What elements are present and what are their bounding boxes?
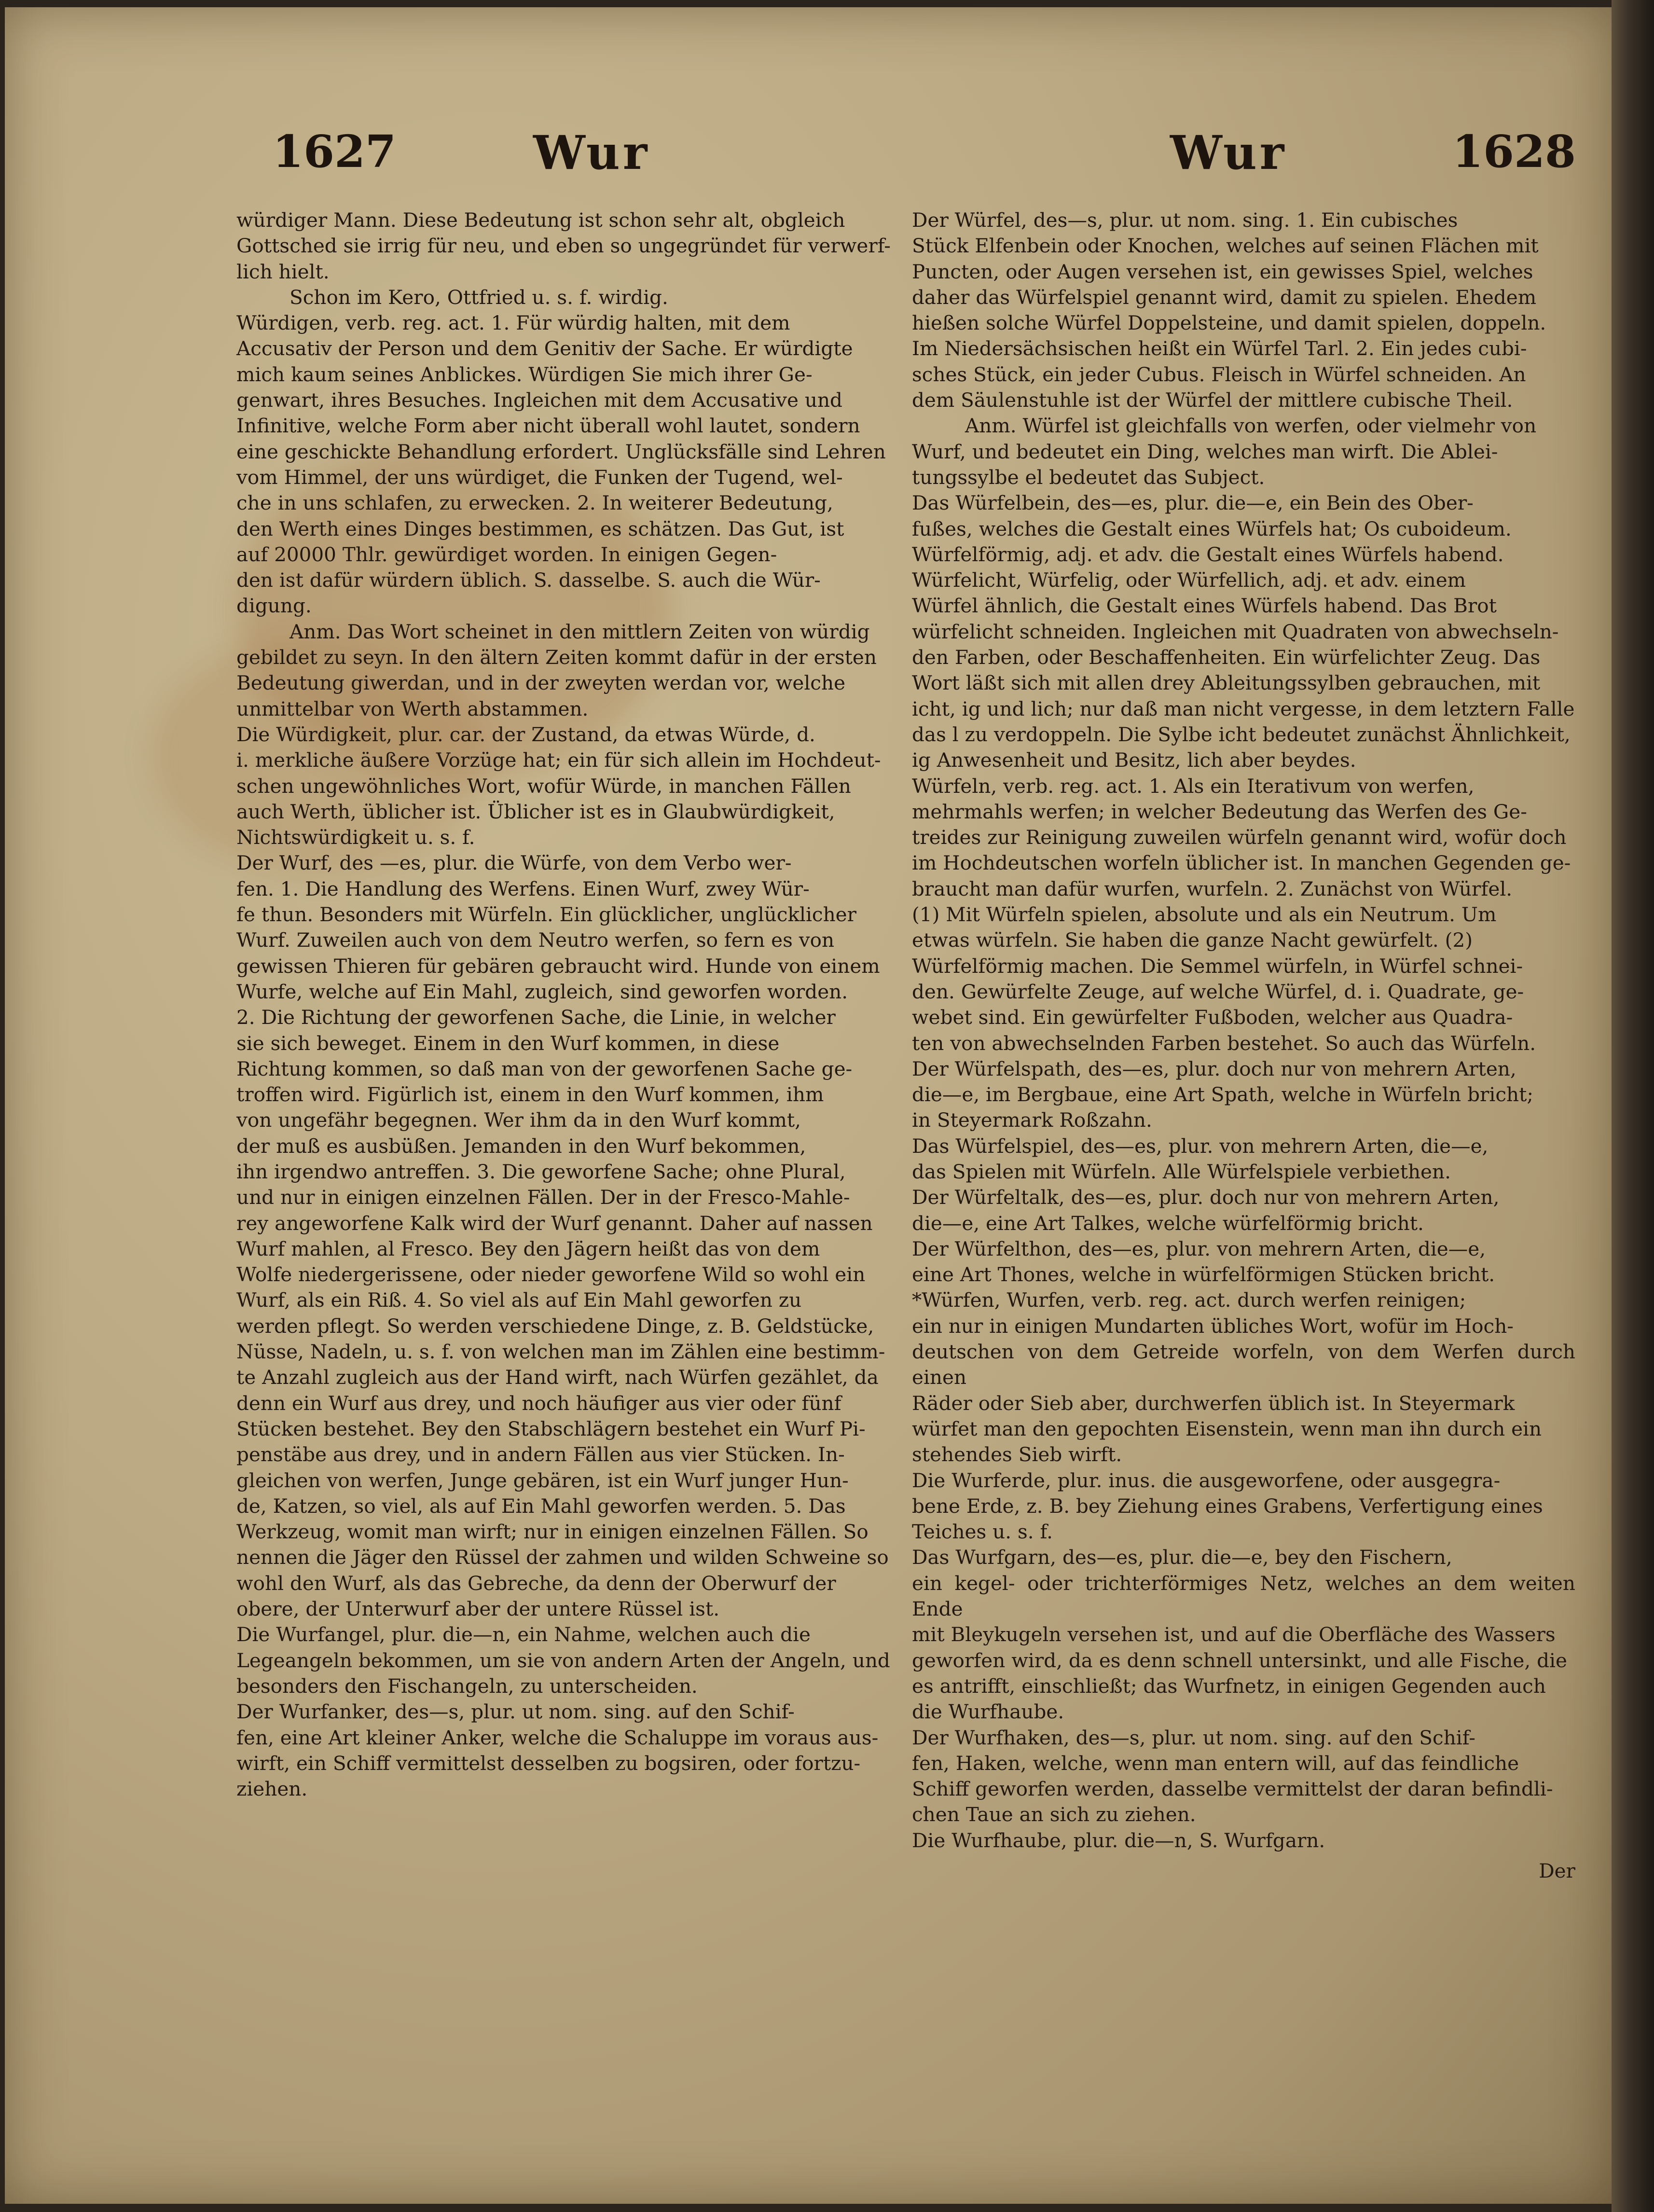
page-number-left: 1627 (273, 125, 397, 178)
entry-paragraph: Anm. Würfel ist gleichfalls von werfen, oder vielmehr von Wurf, und bedeutet ein Ding, welches man wirft. Die Ablei- tungssylbe el bedeutet das Subject. (912, 414, 1537, 489)
entry-paragraph: Der Würfelthon, des—es, plur. von mehrern Arten, die—e, eine Art Thones, welche in würfelförmigen Stücken bricht. (912, 1237, 1495, 1286)
entry-paragraph: Die Wurfangel, plur. die—n, ein Nahme, welchen auch die Legeangeln bekommen, um sie von andern Arten der Angeln, und besonders den Fischangeln, zu unterscheiden. (236, 1623, 890, 1698)
entry-paragraph: Der Wurf, des —es, plur. die Würfe, von dem Verbo wer- fen. 1. Die Handlung des Werfens. Einen Wurf, zwey Wür- fe thun. Besonders mit Würfeln. Ein glücklicher, unglücklicher Wurf. Zuweilen auch von dem Neutro werfen, so fern es von gewissen Thieren für gebären gebraucht wird. Hunde von einem Wurfe, welche auf Ein Mahl, zugleich, sind geworfen worden. 2. Die Richtung der geworfenen Sache, die Linie, in welcher sie sich beweget. Einem in den Wurf kommen, in diese Richtung kommen, so daß man von der geworfenen Sache ge- troffen wird. Figürlich ist, einem in den Wurf kommen, ihm von ungefähr begegnen. Wer ihm da in den Wurf kommt, der muß es ausbüßen. Jemanden in den Wurf bekommen, ihn irgendwo antreffen. 3. Die geworfene Sache; ohne Plural, und nur in einigen einzelnen Fällen. Der in der Fresco-Mahle- rey angeworfene Kalk wird der Wurf genannt. Daher auf nassen Wurf mahlen, al Fresco. Bey den Jägern heißt das von dem Wolfe niedergerissene, oder nieder geworfene Wild so wohl ein Wurf, als ein Riß. 4. So viel als auf Ein Mahl geworfen zu werden pflegt. So werden verschiedene Dinge, z. B. Geldstücke, Nüsse, Nadeln, u. s. f. von welchen man im Zählen eine bestimm- te Anzahl zugleich aus der Hand wirft, nach Würfen gezählet, da denn ein Wurf aus drey, und noch häufiger aus vier oder fünf Stücken bestehet. Bey den Stabschlägern bestehet ein Wurf Pi- penstäbe aus drey, und in andern Fällen aus vier Stücken. In- gleichen von werfen, Junge gebären, ist ein Wurf junger Hun- de, Katzen, so viel, als auf Ein Mahl geworfen werden. 5. Das Werkzeug, womit man wirft; nur in einigen einzelnen Fällen. So nennen die Jäger den Rüssel der zahmen und wilden Schweine so wohl den Wurf, als das Gebreche, da denn der Oberwurf der obere, der Unterwurf aber der untere Rüssel ist. (236, 851, 889, 1621)
entry-paragraph: Der Wurfhaken, des—s, plur. ut nom. sing. auf den Schif- fen, Haken, welche, wenn man entern will, auf das feindliche Schiff geworfen werden, dasselbe vermittelst der daran befindli- chen Taue an sich zu ziehen. (912, 1726, 1553, 1826)
entry-paragraph: Das Würfelbein, des—es, plur. die—e, ein Bein des Ober- fußes, welches die Gestalt eines Würfels hat; Os cuboideum. (912, 491, 1512, 540)
entry-paragraph: Würfeln, verb. reg. act. 1. Als ein Iterativum von werfen, mehrmahls werfen; in welcher Bedeutung das Werfen des Ge- treides zur Reinigung zuweilen würfeln genannt wird, wofür doch im Hochdeutschen worfeln üblicher ist. In manchen Gegenden ge- braucht man dafür wurfen, wurfeln. 2. Zunächst von Würfel. (1) Mit Würfeln spielen, absolute und als ein Neutrum. Um etwas würfeln. Sie haben die ganze Nacht gewürfelt. (2) Würfelförmig machen. Die Semmel würfeln, in Würfel schnei- den. Gewürfelte Zeuge, auf welche Würfel, d. i. Quadrate, ge- webet sind. Ein gewürfelter Fußboden, welcher aus Quadra- ten von abwechselnden Farben bestehet. So auch das Würfeln. (912, 774, 1571, 1055)
entry-paragraph: würdiger Mann. Diese Bedeutung ist schon sehr alt, obgleich Gottsched sie irrig für neu, und eben so ungegründet für verwerf- lich hielt. (236, 208, 891, 283)
entry-paragraph: Würfelicht, Würfelig, oder Würfellich, adj. et adv. einem Würfel ähnlich, die Gestalt eines Würfels habend. Das Brot würfelicht schneiden. Ingleichen mit Quadraten von abwechseln- den Farben, oder Beschaffenheiten. Ein würfelichter Zeug. Das Wort läßt sich mit allen drey Ableitungssylben gebrauchen, mit icht, ig und lich; nur daß man nicht vergesse, in dem letztern Falle das l zu verdoppeln. Die Sylbe icht bedeutet zunächst Ähnlichkeit, ig Anwesenheit und Besitz, lich aber beydes. (912, 568, 1575, 772)
running-head-left: Wur (533, 125, 650, 180)
entry-paragraph: Schon im Kero, Ottfried u. s. f. wirdig. (289, 285, 668, 309)
entry-paragraph: Die Wurferde, plur. inus. die ausgeworfene, oder ausgegra- bene Erde, z. B. bey Ziehung eines Grabens, Verfertigung eines Teiches u. s. f. (912, 1468, 1543, 1544)
page-number-right: 1628 (1452, 125, 1576, 178)
book-page (5, 7, 1612, 2204)
book-gutter (1612, 0, 1654, 2212)
entry-paragraph: Der Würfeltalk, des—es, plur. doch nur von mehrern Arten, die—e, eine Art Talkes, welche würfelförmig bricht. (912, 1186, 1500, 1235)
entry-paragraph: Das Würfelspiel, des—es, plur. von mehrern Arten, die—e, das Spielen mit Würfeln. Alle Würfelspiele verbiethen. (912, 1134, 1489, 1183)
entry-paragraph: Der Würfel, des—s, plur. ut nom. sing. 1. Ein cubisches Stück Elfenbein oder Knochen, welches auf seinen Flächen mit Puncten, oder Augen versehen ist, ein gewisses Spiel, welches daher das Würfelspiel genannt wird, damit zu spielen. Ehedem hießen solche Würfel Doppelsteine, und damit spielen, doppeln. Im Niedersächsischen heißt ein Würfel Tarl. 2. Ein jedes cubi- sches Stück, ein jeder Cubus. Fleisch in Würfel schneiden. An dem Säulenstuhle ist der Würfel der mittlere cubische Theil. (912, 208, 1546, 412)
running-head-right: Wur (1170, 125, 1287, 180)
left-column (236, 207, 900, 1802)
entry-paragraph: Anm. Das Wort scheinet in den mittlern Zeiten von würdig gebildet zu seyn. In den ältern Zeiten kommt dafür in der ersten Bedeutung giwerdan, und in der zweyten werdan vor, welche unmittelbar von Werth abstammen. (236, 620, 877, 720)
entry-paragraph: Würfelförmig, adj. et adv. die Gestalt eines Würfels habend. (912, 542, 1504, 566)
entry-paragraph: Der Würfelspath, des—es, plur. doch nur von mehrern Arten, die—e, im Bergbaue, eine Art Spath, welche in Würfeln bricht; in Steyermark Roßzahn. (912, 1057, 1534, 1132)
entry-paragraph: *Würfen, Wurfen, verb. reg. act. durch werfen reinigen; ein nur in einigen Mundarten übliches Wort, wofür im Hoch- deutschen von dem Getreide worfeln, von dem Werfen durch einen Räder oder Sieb aber, durchwerfen üblich ist. In Steyermark würfet man den gepochten Eisenstein, wenn man ihn durch ein stehendes Sieb wirft. (912, 1288, 1575, 1466)
entry-paragraph: Die Wurfhaube, plur. die—n, S. Wurfgarn. (912, 1828, 1325, 1852)
right-column (912, 207, 1575, 1884)
entry-paragraph: Das Wurfgarn, des—es, plur. die—e, bey den Fischern, ein kegel- oder trichterförmiges Netz, welches an dem weiten Ende mit Bleykugeln versehen ist, und auf die Oberfläche des Wassers geworfen wird, da es denn schnell untersinkt, und alle Fische, die es antrifft, einschließt; das Wurfnetz, in einigen Gegenden auch die Wurfhaube. (912, 1546, 1575, 1724)
catchword: Der (1539, 1859, 1575, 1882)
entry-paragraph: Würdigen, verb. reg. act. 1. Für würdig halten, mit dem Accusativ der Person und dem Genitiv der Sache. Er würdigte mich kaum seines Anblickes. Würdigen Sie mich ihrer Ge- genwart, ihres Besuches. Ingleichen mit dem Accusative und Infinitive, welche Form aber nicht überall wohl lautet, sondern eine geschickte Behandlung erfordert. Unglücksfälle sind Lehren vom Himmel, der uns würdiget, die Funken der Tugend, wel- che in uns schlafen, zu erwecken. 2. In weiterer Bedeutung, den Werth eines Dinges bestimmen, es schätzen. Das Gut, ist auf 20000 Thlr. gewürdiget worden. In einigen Gegen- den ist dafür würdern üblich. S. dasselbe. S. auch die Wür- digung. (236, 311, 886, 618)
entry-paragraph: Der Wurfanker, des—s, plur. ut nom. sing. auf den Schif- fen, eine Art kleiner Anker, welche die Schaluppe im voraus aus- wirft, ein Schiff vermittelst desselben zu bogsiren, oder fortzu- ziehen. (236, 1700, 879, 1801)
entry-paragraph: Die Würdigkeit, plur. car. der Zustand, da etwas Würde, d. i. merkliche äußere Vorzüge hat; ein für sich allein im Hochdeut- schen ungewöhnliches Wort, wofür Würde, in manchen Fällen auch Werth, üblicher ist. Üblicher ist es in Glaubwürdigkeit, Nichtswürdigkeit u. s. f. (236, 722, 881, 849)
